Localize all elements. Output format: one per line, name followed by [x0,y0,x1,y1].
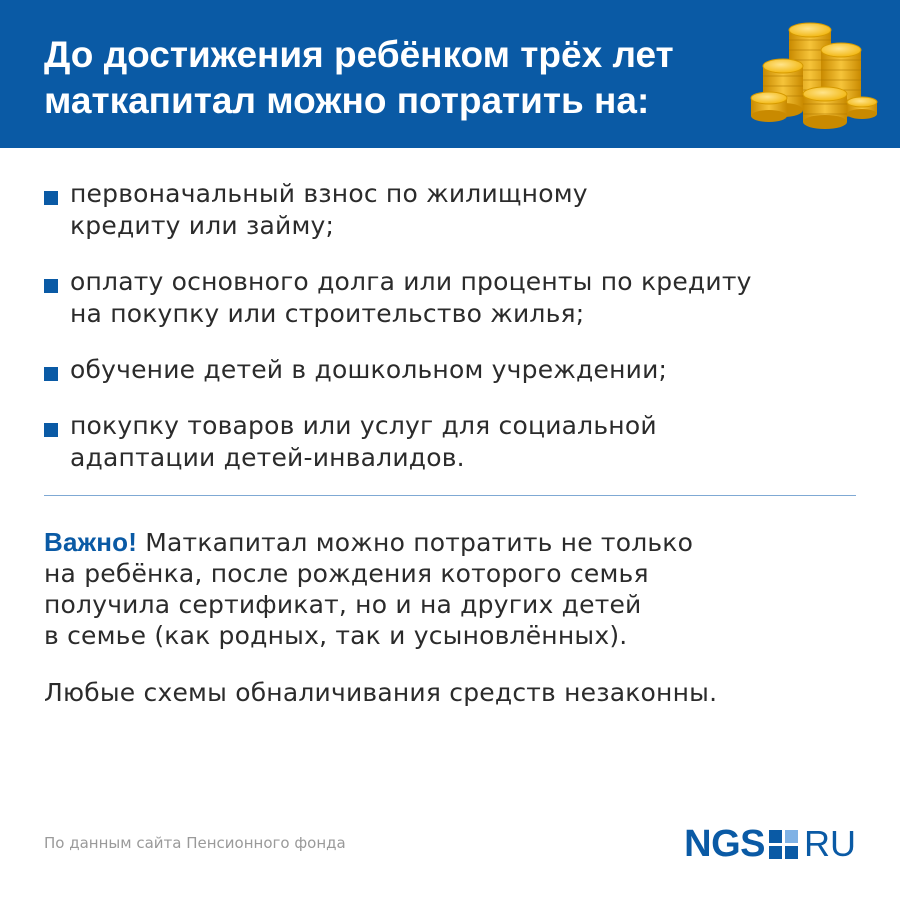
square-bullet-icon [44,191,58,205]
important-label: Важно! [44,527,138,557]
important-note [44,527,864,651]
list-item [44,266,864,330]
logo-ru-text: RU [804,823,856,864]
list-item [44,354,864,386]
divider [44,495,856,496]
logo-squares-icon [769,830,798,859]
list-item [44,410,864,474]
important-text: Маткапитал можно потратить не только на ребёнка, после рождения которого семья получила сертификат, но и на других детей в семье (как родных, так и усыновлённых). [44,528,694,650]
square-bullet-icon [44,279,58,293]
square-bullet-icon [44,423,58,437]
list-item-text: первоначальный взнос по жилищному кредиту или займу; [70,179,588,240]
list-item [44,178,864,242]
header-banner [0,0,900,148]
logo-ngs-text: NGS [684,823,765,865]
square-bullet-icon [44,367,58,381]
warning-text: Любые схемы обналичивания средств незаконны. [44,678,718,707]
page-title: До достижения ребёнком трёх лет маткапитал можно потратить на: [44,34,674,121]
coins-icon [745,10,880,140]
list-item-text: обучение детей в дошкольном учреждении; [70,355,668,384]
ngs-logo [684,824,856,864]
source-caption: По данным сайта Пенсионного фонда [44,834,346,852]
list-item-text: оплату основного долга или проценты по кредиту на покупку или строительство жилья; [70,267,752,328]
usage-list [44,178,864,498]
list-item-text: покупку товаров или услуг для социальной адаптации детей-инвалидов. [70,411,657,472]
